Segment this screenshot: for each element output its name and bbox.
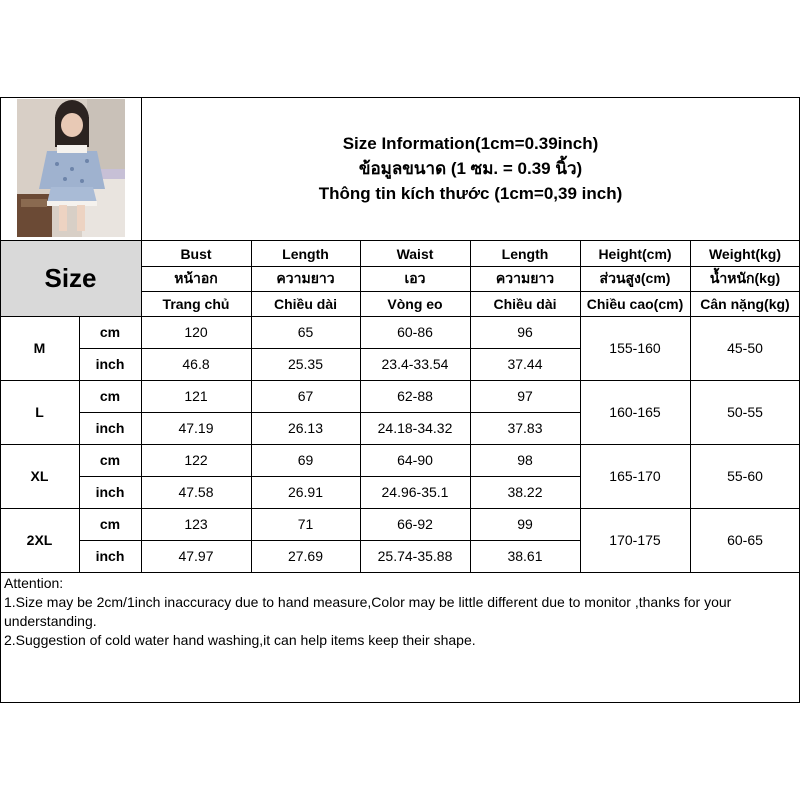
inch-value: 25.74-35.88 <box>377 548 453 564</box>
attention-heading: Attention: <box>4 575 64 591</box>
unit-cm-label: cm <box>99 324 121 340</box>
height-range: 155-160 <box>609 340 661 356</box>
grid-line-h <box>0 702 800 703</box>
unit-inch-label: inch <box>95 548 125 564</box>
size-label-xl: XL <box>30 468 49 484</box>
grid-line-h <box>0 572 800 573</box>
grid-line-h <box>79 412 580 413</box>
grid-line-v <box>251 241 252 572</box>
grid-line-h <box>0 240 800 241</box>
inch-value: 37.44 <box>507 356 543 372</box>
column-header-4-line-1: ส่วนสูง(cm) <box>599 269 671 286</box>
grid-line-h <box>0 316 800 317</box>
column-header-2-line-2: Vòng eo <box>387 295 443 312</box>
cm-value: 67 <box>297 388 314 404</box>
height-range: 170-175 <box>609 532 661 548</box>
attention-note-2: 2.Suggestion of cold water hand washing,it can help items keep their shape. <box>4 632 476 648</box>
inch-value: 24.96-35.1 <box>381 484 449 500</box>
cm-value: 66-92 <box>397 516 433 532</box>
grid-line-v <box>580 241 581 572</box>
inch-value: 47.97 <box>178 548 214 564</box>
grid-line-v <box>360 241 361 572</box>
inch-value: 38.61 <box>507 548 543 564</box>
column-header-5-line-1: น้ำหนัก(kg) <box>709 269 781 286</box>
cm-value: 122 <box>184 452 208 468</box>
inch-value: 24.18-34.32 <box>377 420 453 436</box>
grid-line-h <box>79 476 580 477</box>
cm-value: 120 <box>184 324 208 340</box>
cm-value: 71 <box>297 516 314 532</box>
column-header-0-line-1: หน้าอก <box>174 269 218 286</box>
grid-line-h <box>0 97 800 98</box>
grid-line-v <box>141 97 142 572</box>
inch-value: 25.35 <box>287 356 324 372</box>
grid-line-v <box>0 97 1 703</box>
column-header-1-line-0: Length <box>282 245 329 262</box>
grid-line-h <box>79 540 580 541</box>
weight-range: 60-65 <box>727 532 763 548</box>
size-header: Size <box>0 241 141 316</box>
grid-line-v <box>690 241 691 572</box>
attention-notes <box>4 574 794 650</box>
cm-value: 64-90 <box>397 452 433 468</box>
inch-value: 26.13 <box>287 420 324 436</box>
column-header-5-line-0: Weight(kg) <box>708 245 782 262</box>
height-range: 165-170 <box>609 468 661 484</box>
inch-value: 47.19 <box>178 420 214 436</box>
cm-value: 60-86 <box>397 324 433 340</box>
grid-line-v <box>79 316 80 572</box>
cm-value: 121 <box>184 388 208 404</box>
weight-range: 50-55 <box>727 404 763 420</box>
inch-value: 37.83 <box>507 420 543 436</box>
inch-value: 27.69 <box>287 548 324 564</box>
grid-line-h <box>79 348 580 349</box>
column-header-1-line-1: ความยาว <box>276 269 335 286</box>
column-header-3-line-1: ความยาว <box>495 269 555 286</box>
title-english: Size Information(1cm=0.39inch) <box>342 134 599 153</box>
cm-value: 99 <box>517 516 533 532</box>
column-header-1-line-2: Chiều dài <box>273 295 337 312</box>
column-header-4-line-2: Chiều cao(cm) <box>586 295 684 312</box>
inch-value: 23.4-33.54 <box>381 356 449 372</box>
column-header-3-line-0: Length <box>501 245 549 262</box>
cm-value: 97 <box>517 388 533 404</box>
inch-value: 46.8 <box>182 356 210 372</box>
cm-value: 62-88 <box>397 388 433 404</box>
cm-value: 69 <box>297 452 314 468</box>
inch-value: 26.91 <box>287 484 324 500</box>
column-header-0-line-0: Bust <box>180 245 212 262</box>
weight-range: 45-50 <box>727 340 763 356</box>
product-photo <box>17 99 125 237</box>
title-thai: ข้อมูลขนาด (1 ซม. = 0.39 นิ้ว) <box>358 159 583 178</box>
attention-note-1: 1.Size may be 2cm/1inch inaccuracy due to hand measure,Color may be little different due to monitor ,thanks for your understanding. <box>4 594 732 629</box>
title-block <box>141 97 800 240</box>
unit-cm-label: cm <box>99 516 121 532</box>
grid-line-h <box>0 508 800 509</box>
size-label-m: M <box>33 340 46 356</box>
inch-value: 47.58 <box>178 484 214 500</box>
size-chart-sheet <box>0 97 800 703</box>
unit-inch-label: inch <box>95 484 125 500</box>
cm-value: 98 <box>517 452 533 468</box>
cm-value: 96 <box>517 324 533 340</box>
height-range: 160-165 <box>609 404 661 420</box>
title-vietnamese: Thông tin kích thước (1cm=0,39 inch) <box>318 184 623 203</box>
cm-value: 65 <box>297 324 314 340</box>
column-header-3-line-2: Chiều dài <box>493 295 557 312</box>
column-header-4-line-0: Height(cm) <box>598 245 672 262</box>
column-header-5-line-2: Cân nặng(kg) <box>700 295 790 312</box>
column-header-0-line-2: Trang chủ <box>162 295 230 312</box>
weight-range: 55-60 <box>727 468 763 484</box>
size-label-2xl: 2XL <box>26 532 53 548</box>
unit-inch-label: inch <box>95 356 125 372</box>
grid-line-v <box>470 241 471 572</box>
unit-cm-label: cm <box>99 452 121 468</box>
column-header-2-line-0: Waist <box>396 245 434 262</box>
grid-line-h <box>0 380 800 381</box>
column-header-2-line-1: เอว <box>404 269 426 286</box>
product-photo-illustration <box>17 99 125 237</box>
unit-cm-label: cm <box>99 388 121 404</box>
unit-inch-label: inch <box>95 420 125 436</box>
grid-line-h <box>0 444 800 445</box>
inch-value: 38.22 <box>507 484 543 500</box>
cm-value: 123 <box>184 516 208 532</box>
size-label-l: L <box>35 404 44 420</box>
